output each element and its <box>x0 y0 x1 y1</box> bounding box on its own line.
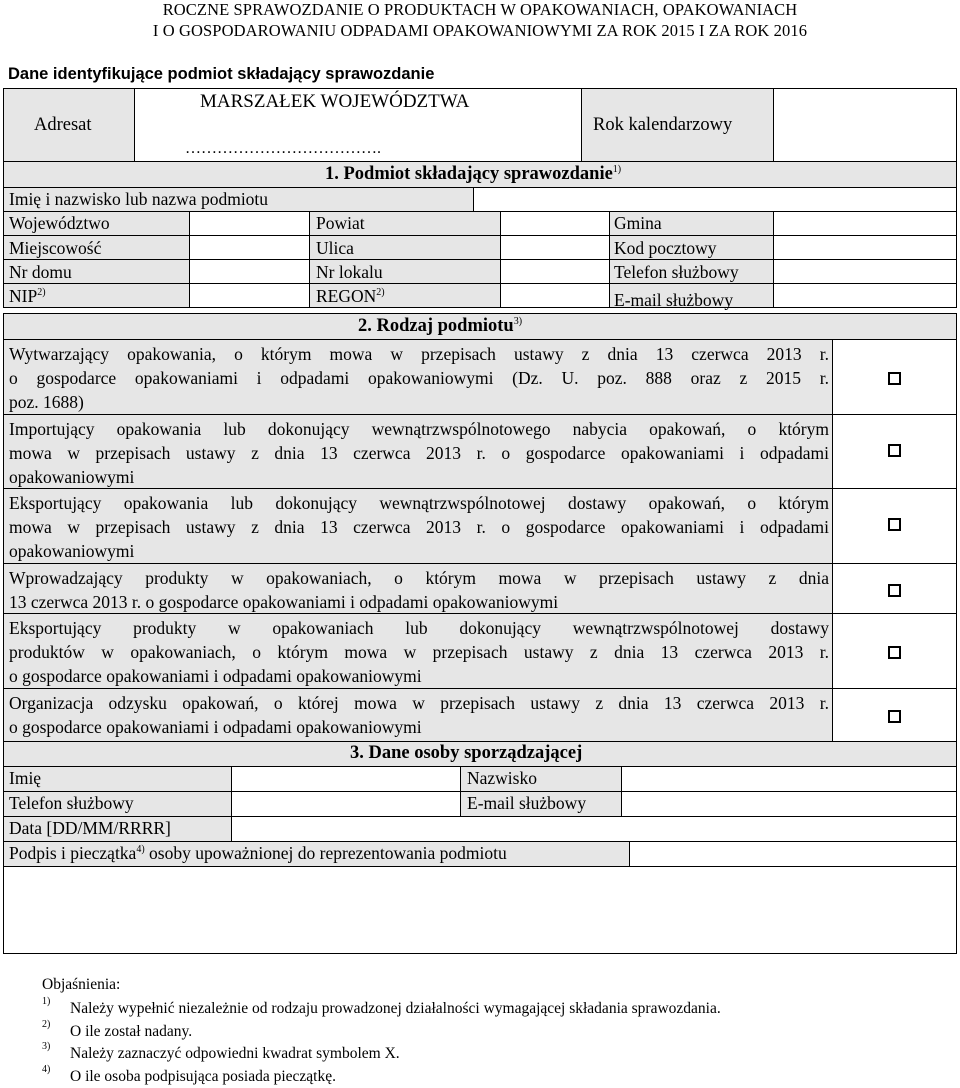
entity-type-checkbox[interactable] <box>888 518 901 531</box>
imie-label: Imię <box>9 768 42 788</box>
footnote-text: Należy zaznaczyć odpowiedni kwadrat symbolem X. <box>70 1045 400 1062</box>
footnote-number: 4) <box>42 1064 51 1075</box>
powiat-label: Powiat <box>316 213 365 233</box>
gmina-label: Gmina <box>614 213 662 233</box>
email3-label: E-mail służbowy <box>467 793 587 813</box>
name-label: Imię i nazwisko lub nazwa podmiotu <box>9 189 269 209</box>
regon-input[interactable] <box>500 283 610 308</box>
nr-domu-input[interactable] <box>189 259 310 284</box>
imie-input[interactable] <box>231 766 461 792</box>
entity-type-option-text: Eksportujący produkty w opakowaniach lub dokonujący wewnątrzwspólnotowej dostawy <box>9 618 829 638</box>
footnote-number: 2) <box>42 1019 51 1030</box>
footnote-number: 1) <box>42 996 51 1007</box>
telefon3-input[interactable] <box>231 791 461 817</box>
marszalek-label: MARSZAŁEK WOJEWÓDZTWA <box>200 91 470 112</box>
entity-type-option-text: poz. 1688) <box>9 392 84 412</box>
telefon-label: Telefon służbowy <box>614 262 739 282</box>
notes-label: Objaśnienia: <box>42 976 121 993</box>
entity-type-option-text: o gospodarce opakowaniami i odpadami opakowaniowymi <box>9 717 422 737</box>
wojewodztwo-label: Województwo <box>9 213 110 233</box>
form-title-line1: ROCZNE SPRAWOZDANIE O PRODUKTACH W OPAKOWANIACH, OPAKOWANIACH <box>162 0 798 19</box>
entity-type-option-text: opakowaniowymi <box>9 467 135 487</box>
miejscowosc-input[interactable] <box>189 235 310 260</box>
signature-area[interactable] <box>3 866 957 954</box>
email-input[interactable] <box>773 283 957 308</box>
entity-type-option-text: opakowaniowymi <box>9 541 135 561</box>
name-input[interactable] <box>473 187 957 212</box>
entity-type-checkbox[interactable] <box>888 372 901 385</box>
entity-type-option-text: mowa w przepisach ustawy z dnia 13 czerwca 2013 r. o gospodarce opakowaniami i odpadami <box>9 443 829 463</box>
entity-type-option-text: mowa w przepisach ustawy z dnia 13 czerwca 2013 r. o gospodarce opakowaniami i odpadami <box>9 517 829 537</box>
entity-type-option-text: Eksportujący opakowania lub dokonujący wewnątrzwspólnotowej dostawy opakowań, o którym <box>9 493 829 513</box>
telefon-input[interactable] <box>773 259 957 284</box>
footnote-text: O ile został nadany. <box>70 1023 193 1040</box>
entity-type-checkbox[interactable] <box>888 444 901 457</box>
entity-type-option-text: produktów w opakowaniach, o którym mowa w przepisach ustawy z dnia 13 czerwca 2013 r. <box>9 642 829 662</box>
gmina-input[interactable] <box>773 211 957 236</box>
podpis-side-cell <box>629 841 957 867</box>
footnote-number: 3) <box>42 1041 51 1052</box>
entity-type-checkbox[interactable] <box>888 584 901 597</box>
form-title-line2: I O GOSPODAROWANIU ODPADAMI OPAKOWANIOWYMI ZA ROK 2015 I ZA ROK 2016 <box>152 21 808 40</box>
kod-label: Kod pocztowy <box>614 238 717 258</box>
section3-title: 3. Dane osoby sporządzającej <box>350 743 583 763</box>
entity-type-checkbox[interactable] <box>888 646 901 659</box>
entity-type-option-text: Wytwarzający opakowania, o którym mowa w przepisach ustawy z dnia 13 czerwca 2013 r. <box>9 344 829 364</box>
entity-type-option-text: Importujący opakowania lub dokonujący wewnątrzwspólnotowego nabycia opakowań, o którym <box>9 419 829 439</box>
telefon3-label: Telefon służbowy <box>9 793 134 813</box>
year-label: Rok kalendarzowy <box>593 115 733 135</box>
entity-type-option-text: o gospodarce opakowaniami i odpadami opakowaniowymi (Dz. U. poz. 888 oraz z 2015 r. <box>9 368 829 388</box>
miejscowosc-label: Miejscowość <box>9 238 102 258</box>
nr-lokalu-input[interactable] <box>500 259 610 284</box>
adresat-label-text: Adresat <box>34 115 92 135</box>
data-input[interactable] <box>231 816 957 842</box>
regon-label: REGON$^{2)}$ <box>316 286 385 306</box>
entity-type-option-text: o gospodarce opakowaniami i odpadami opakowaniowymi <box>9 666 422 686</box>
section2-title: 2. Rodzaj podmiotu$^{3)}$ <box>358 316 523 337</box>
email3-input[interactable] <box>621 791 957 817</box>
ident-section-label: Dane identyfikujące podmiot składający sprawozdanie <box>8 65 435 83</box>
nr-lokalu-label: Nr lokalu <box>316 262 383 282</box>
nip-input[interactable] <box>189 283 310 308</box>
data-label: Data [DD/MM/RRRR] <box>9 818 171 838</box>
nazwisko-label: Nazwisko <box>467 768 537 788</box>
powiat-input[interactable] <box>500 211 610 236</box>
voivodeship-dots: ………………………………. <box>185 140 381 157</box>
footnote-text: O ile osoba podpisująca posiada pieczątkę. <box>70 1068 336 1085</box>
entity-type-checkbox[interactable] <box>888 710 901 723</box>
nr-domu-label: Nr domu <box>9 262 72 282</box>
entity-type-option-text: 13 czerwca 2013 r. o gospodarce opakowaniami i odpadami opakowaniowymi <box>9 592 559 612</box>
nip-label: NIP$^{2)}$ <box>9 286 46 306</box>
entity-type-option-text: Organizacja odzysku opakowań, o której mowa w przepisach ustawy z dnia 13 czerwca 2013 r. <box>9 693 829 713</box>
nazwisko-input[interactable] <box>621 766 957 792</box>
section1-title: 1. Podmiot składający sprawozdanie$^{1)}$ <box>325 164 622 185</box>
footnote-text: Należy wypełnić niezależnie od rodzaju prowadzonej działalności wymagającej składania sprawozdania. <box>70 1000 721 1017</box>
kod-input[interactable] <box>773 235 957 260</box>
entity-type-option-text: Wprowadzający produkty w opakowaniach, o którym mowa w przepisach ustawy z dnia <box>9 568 829 588</box>
ulica-input[interactable] <box>500 235 610 260</box>
year-input[interactable] <box>773 88 957 162</box>
ulica-label: Ulica <box>316 238 354 258</box>
wojewodztwo-input[interactable] <box>189 211 310 236</box>
podpis-label: Podpis i pieczątka$^{4)}$ osoby upoważnionej do reprezentowania podmiotu <box>9 843 507 863</box>
email-label: E-mail służbowy <box>614 290 734 310</box>
